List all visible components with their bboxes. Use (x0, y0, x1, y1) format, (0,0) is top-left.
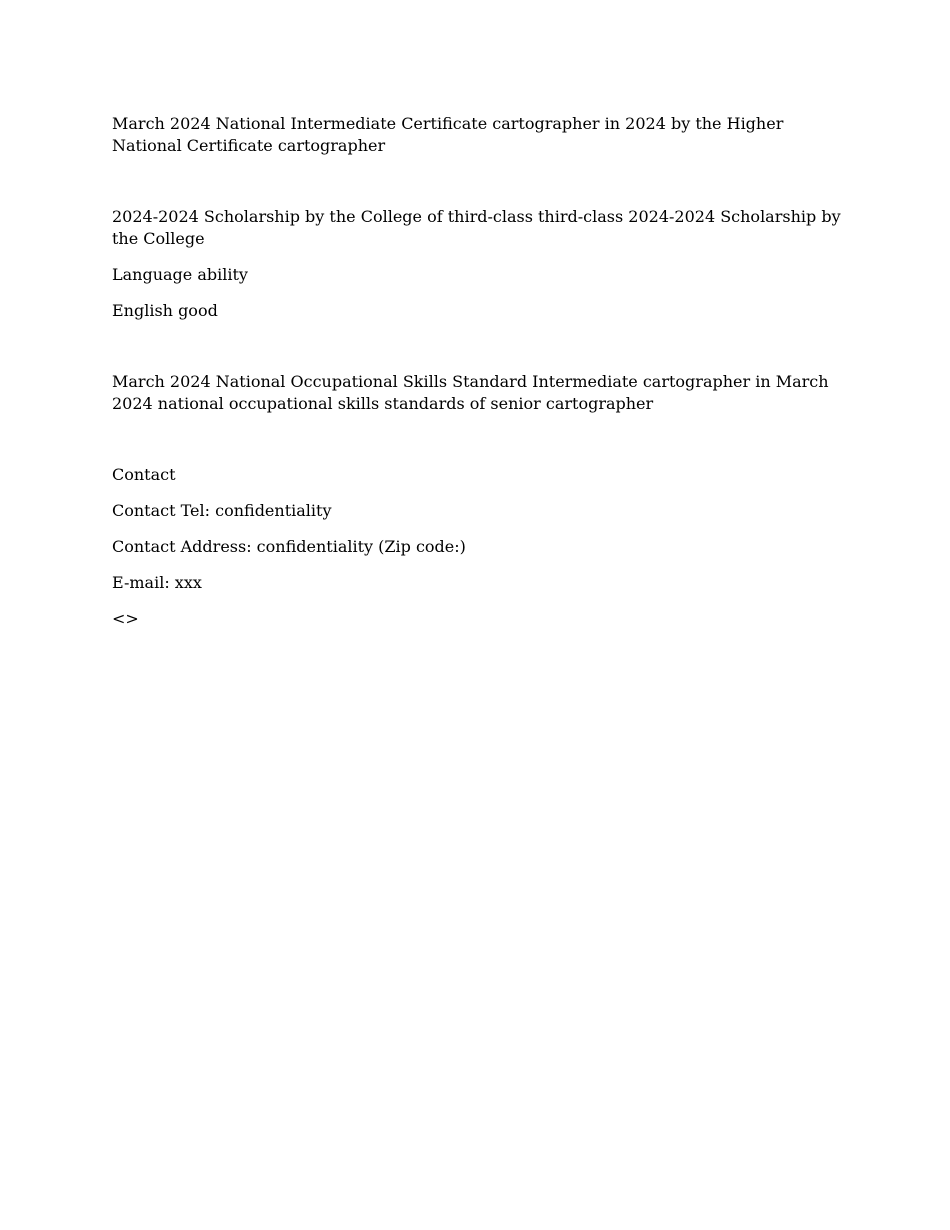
skills-standard-paragraph: March 2024 National Occupational Skills Standard Intermediate cartographer in March 2024 national occupational skills standards of senior cartographer (112, 372, 829, 413)
blank-line (112, 429, 842, 464)
angle-brackets-line: <> (112, 609, 139, 628)
blank-line (112, 171, 842, 206)
language-ability-heading: Language ability (112, 265, 248, 284)
document-body (112, 113, 842, 644)
blank-line (112, 336, 842, 371)
contact-address-line: Contact Address: confidentiality (Zip code:) (112, 537, 466, 556)
scholarship-paragraph: 2024-2024 Scholarship by the College of third-class third-class 2024-2024 Scholarship by the College (112, 207, 841, 248)
contact-heading: Contact (112, 465, 176, 484)
contact-email-line: E-mail: xxx (112, 573, 202, 592)
language-english-line: English good (112, 301, 218, 320)
certificate-paragraph: March 2024 National Intermediate Certificate cartographer in 2024 by the Higher National Certificate cartographer (112, 114, 784, 155)
contact-tel-line: Contact Tel: confidentiality (112, 501, 332, 520)
